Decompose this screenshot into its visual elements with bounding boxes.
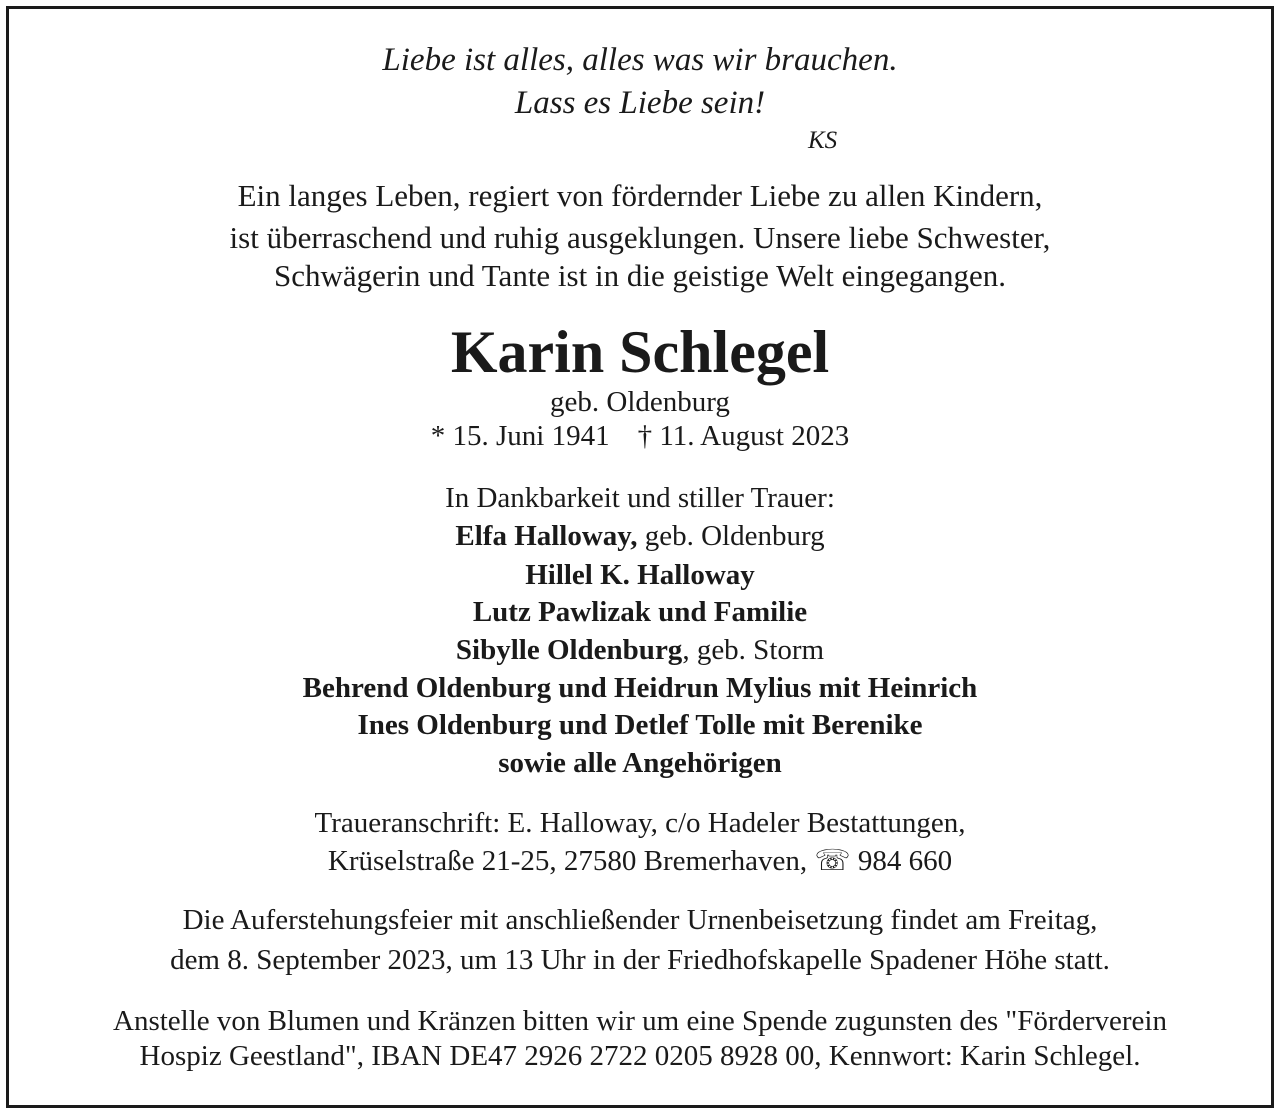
donation-line-2: Hospiz Geestland", IBAN DE47 2926 2722 0205 8928 00, Kennwort: Karin Schlegel. xyxy=(139,1040,1141,1072)
obituary-border xyxy=(6,6,1274,1108)
ceremony-line-1: Die Auferstehungsfeier mit anschließender Urnenbeisetzung findet am Freitag, xyxy=(182,904,1098,936)
intro-line-1: Ein langes Leben, regiert von fördernder Liebe zu allen Kindern, xyxy=(237,178,1043,213)
mourner-name: Elfa Halloway, xyxy=(455,520,638,552)
mourner-entry xyxy=(0,522,1280,551)
motto-line-1: Liebe ist alles, alles was wir brauchen. xyxy=(382,42,898,78)
mourner-name: Sibylle Oldenburg xyxy=(455,634,683,666)
mourner-name: Behrend Oldenburg und Heidrun Mylius mit Heinrich xyxy=(302,672,978,704)
deceased-dates xyxy=(0,422,1280,451)
motto-line-2: Lass es Liebe sein! xyxy=(514,85,766,121)
mourner-name: sowie alle Angehörigen xyxy=(498,747,782,779)
mourner-entry xyxy=(0,598,1280,627)
intro-line-3: Schwägerin und Tante ist in die geistige Welt eingegangen. xyxy=(274,258,1006,293)
mourner-name: Ines Oldenburg und Detlef Tolle mit Berenike xyxy=(357,709,923,741)
address-line-2: Krüselstraße 21-25, 27580 Bremerhaven, ☏ 984 660 xyxy=(327,845,953,877)
birth-date: * 15. Juni 1941 xyxy=(430,420,610,452)
deceased-name: Karin Schlegel xyxy=(450,319,830,385)
mourner-entry xyxy=(0,561,1280,590)
mourner-entry xyxy=(0,636,1280,665)
mourner-suffix: , geb. Storm xyxy=(682,634,825,666)
mourner-entry xyxy=(0,674,1280,703)
ceremony-line-2: dem 8. September 2023, um 13 Uhr in der Friedhofskapelle Spadener Höhe statt. xyxy=(170,944,1110,976)
mourner-entry xyxy=(0,711,1280,740)
mourner-suffix: geb. Oldenburg xyxy=(637,520,825,552)
intro-line-2: ist überraschend und ruhig ausgeklungen. Unsere liebe Schwester, xyxy=(229,220,1051,255)
death-date: † 11. August 2023 xyxy=(637,420,850,452)
motto-author: KS xyxy=(808,127,838,154)
deceased-maiden-name: geb. Oldenburg xyxy=(550,386,730,418)
mourners-heading: In Dankbarkeit und stiller Trauer: xyxy=(445,482,835,514)
mourner-name: Hillel K. Halloway xyxy=(525,559,755,591)
mourner-entry xyxy=(0,749,1280,778)
address-line-1: Traueranschrift: E. Halloway, c/o Hadeler Bestattungen, xyxy=(314,807,966,839)
donation-line-1: Anstelle von Blumen und Kränzen bitten wir um eine Spende zugunsten des "Förderverein xyxy=(113,1005,1167,1037)
mourner-name: Lutz Pawlizak und Familie xyxy=(472,596,808,628)
